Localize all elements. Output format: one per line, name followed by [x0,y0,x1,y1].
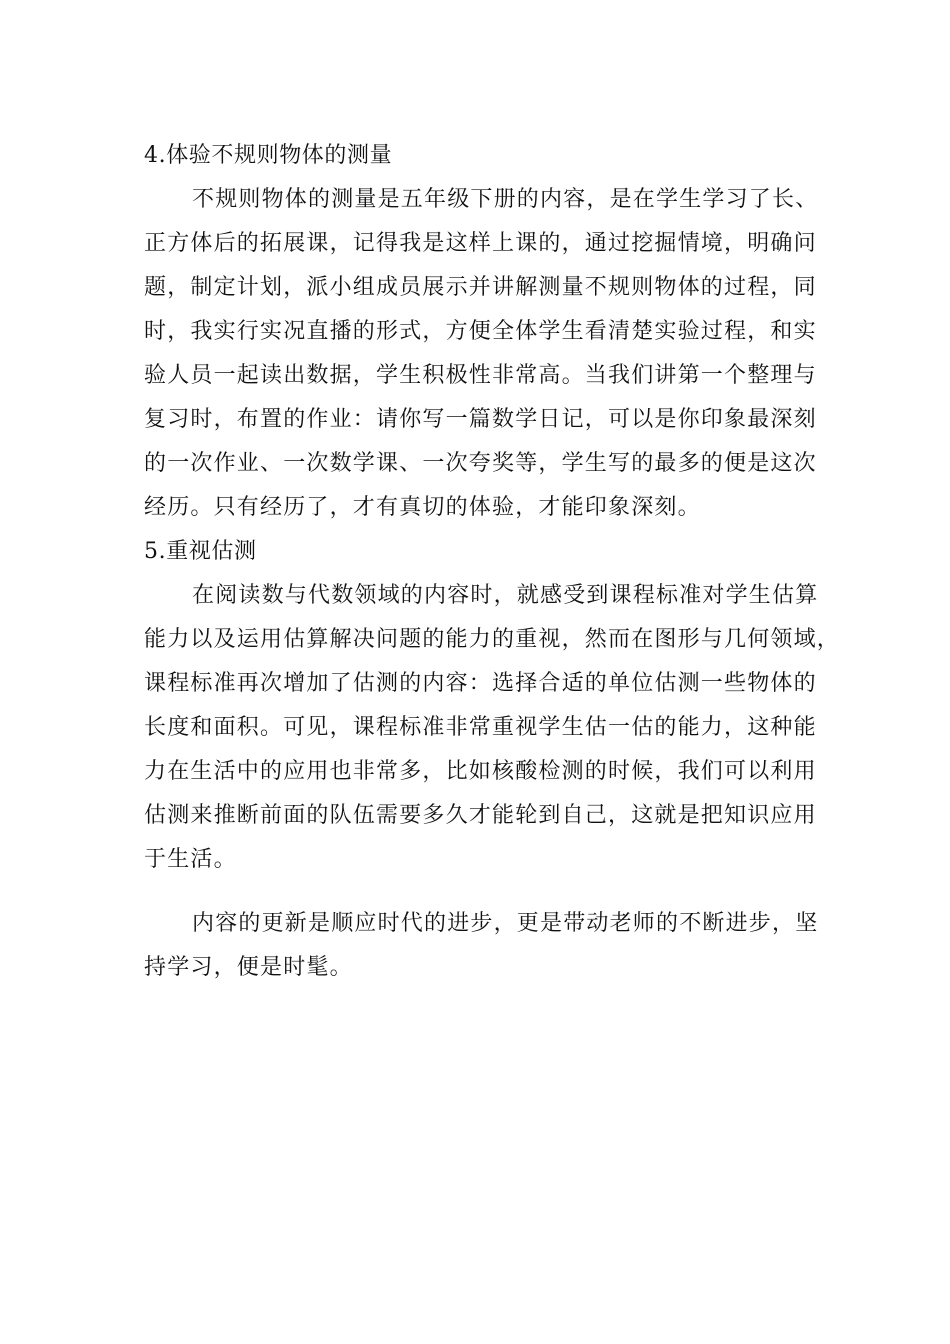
document-body [144,134,841,990]
paragraph-line: 课程标准再次增加了估测的内容：选择合适的单位估测一些物体的 [144,671,817,696]
paragraph-line: 正方体后的拓展课，记得我是这样上课的，通过挖掘情境，明确问 [144,231,817,256]
paragraph-line: 力在生活中的应用也非常多，比如核酸检测的时候，我们可以利用 [144,759,817,784]
paragraph-line: 的一次作业、一次数学课、一次夸奖等，学生写的最多的便是这次 [144,451,817,476]
paragraph-line: 于生活。 [144,847,237,872]
paragraph-line: 不规则物体的测量是五年级下册的内容，是在学生学习了长、 [192,187,819,212]
paragraph-line: 内容的更新是顺应时代的进步，更是带动老师的不断进步，坚 [192,911,819,936]
paragraph-line: 复习时，布置的作业：请你写一篇数学日记，可以是你印象最深刻 [144,407,817,432]
paragraph-line: 在阅读数与代数领域的内容时，就感受到课程标准对学生估算 [192,583,819,608]
paragraph-line: 时，我实行实况直播的形式，方便全体学生看清楚实验过程，和实 [144,319,817,344]
paragraph-estimation [144,574,841,882]
paragraph-line: 经历。只有经历了，才有真切的体验，才能印象深刻。 [144,495,701,520]
section-heading-measurement: 4.体验不规则物体的测量 [144,143,393,168]
paragraph-line: 能力以及运用估算解决问题的能力的重视，然而在图形与几何领域， [144,627,841,652]
paragraph-line: 持学习，便是时髦。 [144,955,353,980]
paragraph-line: 估测来推断前面的队伍需要多久才能轮到自己，这就是把知识应用 [144,803,817,828]
paragraph-line: 长度和面积。可见，课程标准非常重视学生估一估的能力，这种能 [144,715,817,740]
paragraph-spacer [144,882,824,902]
paragraph-conclusion [144,902,824,990]
section-heading-estimation: 5.重视估测 [144,539,257,564]
paragraph-line: 题，制定计划，派小组成员展示并讲解测量不规则物体的过程，同 [144,275,817,300]
paragraph-line: 验人员一起读出数据，学生积极性非常高。当我们讲第一个整理与 [144,363,817,388]
paragraph-measurement [144,178,824,530]
